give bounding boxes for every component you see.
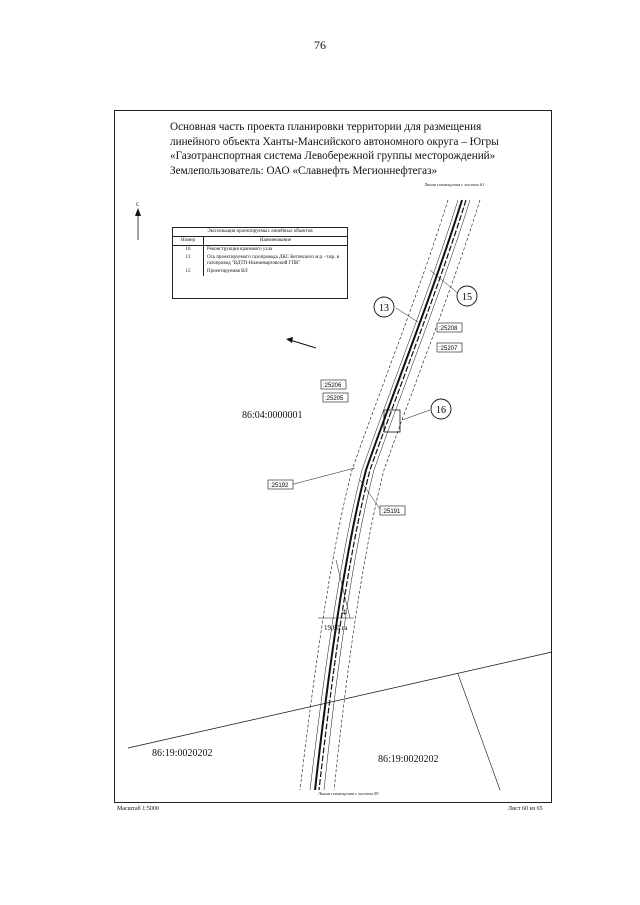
direction-arrow-icon	[286, 337, 316, 348]
legend-row-num: 15	[173, 268, 204, 276]
legend-row-num: 13	[173, 254, 204, 268]
title-line-3: «Газотранспортная система Левобережной группы месторождений»	[170, 150, 496, 162]
legend-row	[173, 254, 347, 268]
cadastral-bottom-left: 86:19:0020202	[152, 748, 213, 759]
parcel-boundary	[458, 674, 500, 790]
legend-row-num: 16	[173, 246, 204, 254]
title-line-2: линейного объекта Ханты-Мансийского автономного округа – Югры	[170, 135, 499, 148]
legend-row-name: Ось проектируемого газопровода ДКС Кетовского м.р. -т.вр. в газопровод "ВДТП-Нижневартовский ГПК"	[207, 255, 340, 266]
svg-text:13: 13	[379, 303, 389, 314]
scale-label: Масштаб 1:5000	[117, 806, 159, 812]
legend-row-name: Реконструкция кранового узла	[207, 247, 273, 252]
parcel-25205	[323, 393, 348, 402]
legend-col-name: Наименование	[259, 238, 292, 243]
road-line	[128, 652, 552, 748]
svg-text::25207: :25207	[439, 346, 458, 352]
sheet-label: Лист 60 из 65	[508, 806, 543, 812]
legend-title: Экспликация проектируемых линейных объектов	[173, 228, 347, 237]
page-number: 76	[314, 38, 326, 52]
svg-text:15: 15	[462, 292, 472, 303]
parcel-25206	[321, 380, 346, 389]
legend-col-number: Номер	[173, 237, 204, 245]
cadastral-main: 86:04:0000001	[242, 410, 303, 421]
callout-13	[374, 297, 394, 317]
north-letter: С	[136, 203, 140, 208]
svg-text::25191: :25191	[382, 509, 401, 515]
cadastral-bottom-right: 86:19:0020202	[378, 754, 439, 765]
legend-row	[173, 246, 347, 254]
svg-text:4: 4	[342, 608, 346, 617]
svg-text:16: 16	[436, 405, 446, 416]
title-line-1: Основная часть проекта планировки территории для размещения	[170, 121, 482, 133]
callout-15	[457, 286, 477, 306]
callout-16	[431, 399, 451, 419]
parcel-25208	[437, 323, 462, 332]
parcel-25192	[268, 480, 293, 489]
svg-text::25192: :25192	[270, 483, 289, 489]
svg-text::25206: :25206	[323, 383, 342, 389]
parcel-25191	[380, 506, 405, 515]
parcel-25207	[437, 343, 462, 352]
legend-table	[172, 227, 348, 299]
svg-text::25205: :25205	[325, 396, 344, 402]
svg-text:19,60 га: 19,60 га	[324, 624, 348, 632]
title-line-4: Землепользователь: ОАО «Славнефть Мегионнефтегаз»	[170, 164, 438, 177]
svg-text::25208: :25208	[439, 326, 458, 332]
north-arrow-icon	[135, 203, 141, 240]
legend-row-name: Проектируемая ВЛ	[207, 269, 248, 274]
combine-line-bottom: Линия совмещения с листом 59	[318, 791, 379, 796]
combine-line-top: Линия совмещения с листом 61	[424, 182, 485, 187]
legend-row	[173, 268, 347, 276]
